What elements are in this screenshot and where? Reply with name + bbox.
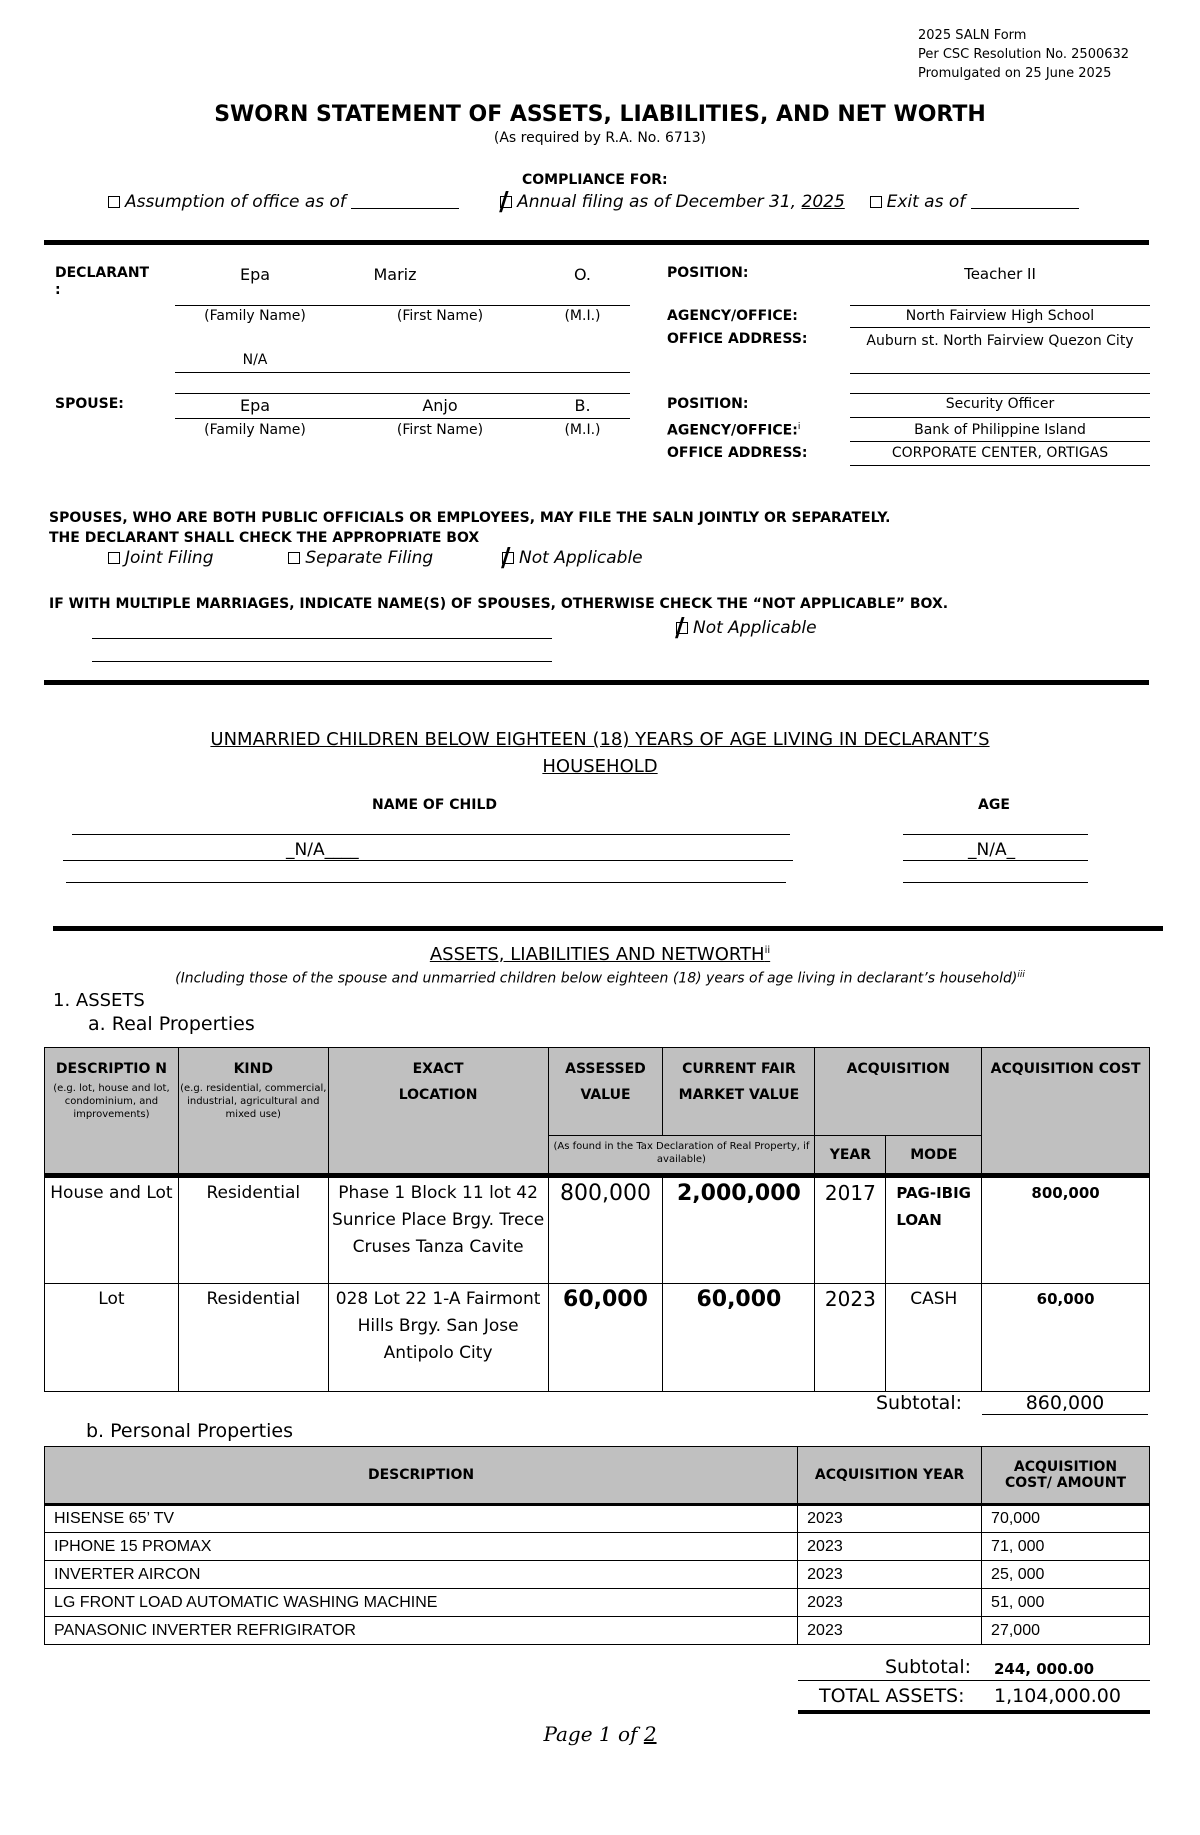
pp-row4-description[interactable]: LG FRONT LOAD AUTOMATIC WASHING MACHINE xyxy=(45,1589,798,1617)
multiple-not-applicable-label: Not Applicable xyxy=(693,618,817,638)
header-assessed-value: ASSESSED VALUE xyxy=(548,1048,663,1136)
spouse-address-label: OFFICE ADDRESS: xyxy=(667,445,808,461)
child-age-line-2 xyxy=(903,860,1088,861)
total-underline xyxy=(798,1710,1150,1714)
table-row xyxy=(45,1533,1150,1561)
divider xyxy=(44,240,1149,245)
pp-row1-year[interactable]: 2023 xyxy=(798,1505,982,1533)
page-number-prefix: Page 1 of xyxy=(543,1722,638,1746)
child-name-line-3 xyxy=(66,882,786,883)
caption-mi: (M.I.) xyxy=(564,308,601,324)
table-row xyxy=(45,1617,1150,1645)
page-number-total: 2 xyxy=(643,1722,657,1746)
multiple-marriages-text: IF WITH MULTIPLE MARRIAGES, INDICATE NAME(S) OF SPOUSES, OTHERWISE CHECK THE “NOT APPLICABLE” BOX. xyxy=(49,596,949,612)
declarant-label-text: DECLARANT xyxy=(55,265,150,281)
row1-location[interactable]: Phase 1 Block 11 lot 42 Sunrice Place Brgy. Trece Cruses Tanza Cavite xyxy=(328,1176,548,1284)
personal-properties-table xyxy=(44,1446,1150,1645)
spouse-caption-first-name: (First Name) xyxy=(396,422,484,438)
declarant-position-label: POSITION: xyxy=(667,265,749,281)
child-name-line-1 xyxy=(72,834,790,835)
pp-row4-year[interactable]: 2023 xyxy=(798,1589,982,1617)
joint-filing-instructions xyxy=(49,508,891,548)
declarant-family-name[interactable]: Epa xyxy=(239,265,271,284)
address-line-2 xyxy=(850,393,1150,394)
spouse-agency-label-text: AGENCY/OFFICE: xyxy=(667,422,798,439)
pp-row2-year[interactable]: 2023 xyxy=(798,1533,982,1561)
row1-mode[interactable]: PAG-IBIG LOAN xyxy=(886,1176,982,1284)
child-name-value[interactable]: _N/A____ xyxy=(286,840,359,860)
pp-row4-cost[interactable]: 51, 000 xyxy=(982,1589,1150,1617)
row2-kind[interactable]: Residential xyxy=(178,1284,328,1392)
real-properties-table xyxy=(44,1047,1150,1392)
real-subtotal-value: 860,000 xyxy=(982,1392,1148,1415)
declarant-name-line xyxy=(175,305,630,306)
compliance-header: COMPLIANCE FOR: xyxy=(522,172,668,188)
assets-title-footnote: ii xyxy=(764,945,771,956)
spouse-position-line xyxy=(850,417,1150,418)
assumption-label: Assumption of office as of xyxy=(125,192,346,212)
spouse-caption-mi: (M.I.) xyxy=(564,422,601,438)
declarant-position[interactable]: Teacher II xyxy=(964,265,1036,283)
multiple-marriages-option xyxy=(676,618,817,638)
row1-market[interactable]: 2,000,000 xyxy=(663,1176,815,1284)
row1-kind[interactable]: Residential xyxy=(178,1176,328,1284)
pp-row3-description[interactable]: INVERTER AIRCON xyxy=(45,1561,798,1589)
declarant-extra-line xyxy=(175,372,630,373)
declarant-address[interactable]: Auburn st. North Fairview Quezon City xyxy=(866,333,1134,349)
declarant-first-name[interactable]: Mariz xyxy=(373,265,417,284)
spouse-position[interactable]: Security Officer xyxy=(945,396,1055,412)
agency-line xyxy=(850,327,1150,328)
row2-market[interactable]: 60,000 xyxy=(663,1284,815,1392)
form-ref-line2: Per CSC Resolution No. 2500632 xyxy=(918,47,1130,62)
annual-filing-label: Annual filing as of December 31, xyxy=(517,192,797,212)
assets-note-text: (Including those of the spouse and unmarried children below eighteen (18) years of age living in declarant’s household) xyxy=(175,970,1018,987)
exit-checkbox[interactable] xyxy=(870,196,882,208)
not-applicable-label: Not Applicable xyxy=(519,548,643,568)
spouse-name-line xyxy=(175,418,630,419)
row2-location[interactable]: 028 Lot 22 1-A Fairmont Hills Brgy. San Jose Antipolo City xyxy=(328,1284,548,1392)
exit-label: Exit as of xyxy=(886,192,966,212)
form-ref-line3: Promulgated on 25 June 2025 xyxy=(918,66,1112,81)
spouse-mi[interactable]: B. xyxy=(574,396,591,415)
row1-cost[interactable]: 800,000 xyxy=(982,1176,1150,1284)
real-properties-heading: a. Real Properties xyxy=(88,1013,255,1035)
subtotal-line xyxy=(798,1680,1150,1681)
spouse-label: SPOUSE: xyxy=(55,396,124,412)
pp-row2-description[interactable]: IPHONE 15 PROMAX xyxy=(45,1533,798,1561)
personal-subtotal-label: Subtotal: xyxy=(885,1656,972,1678)
header-mode: MODE xyxy=(886,1136,982,1176)
header-acquisition: ACQUISITION xyxy=(815,1048,982,1136)
pp-row5-cost[interactable]: 27,000 xyxy=(982,1617,1150,1645)
declarant-address-label: OFFICE ADDRESS: xyxy=(667,331,808,347)
row1-assessed[interactable]: 800,000 xyxy=(548,1176,663,1284)
children-title-line1: UNMARRIED CHILDREN BELOW EIGHTEEN (18) YEARS OF AGE LIVING IN DECLARANT’S xyxy=(210,729,990,750)
spouse-family-name[interactable]: Epa xyxy=(239,396,271,415)
pp-row3-cost[interactable]: 25, 000 xyxy=(982,1561,1150,1589)
assets-heading: 1. ASSETS xyxy=(53,990,145,1011)
annual-filing-year: 2025 xyxy=(801,192,845,212)
joint-filing-label: Joint Filing xyxy=(125,548,214,568)
declarant-agency[interactable]: North Fairview High School xyxy=(905,308,1095,324)
divider xyxy=(53,926,1163,931)
spouse-agency-footnote: i xyxy=(797,422,801,432)
pp-row5-year[interactable]: 2023 xyxy=(798,1617,982,1645)
not-applicable-checkbox[interactable] xyxy=(502,552,514,564)
assets-title-text: ASSETS, LIABILITIES AND NETWORTH xyxy=(429,944,765,965)
address-line xyxy=(850,373,1150,374)
children-title-line2: HOUSEHOLD xyxy=(542,756,658,777)
joint-filing-checkbox[interactable] xyxy=(108,552,120,564)
joint-line1: SPOUSES, WHO ARE BOTH PUBLIC OFFICIALS OR EMPLOYEES, MAY FILE THE SALN JOINTLY OR SEPARATELY. xyxy=(49,510,891,526)
header-location: EXACT LOCATION xyxy=(328,1048,548,1176)
page-number xyxy=(0,1722,1200,1746)
header-pp-cost: ACQUISITION COST/ AMOUNT xyxy=(982,1447,1150,1505)
spouse-agency-label xyxy=(667,422,800,439)
header-pp-year: ACQUISITION YEAR xyxy=(798,1447,982,1505)
table-row xyxy=(45,1561,1150,1589)
total-assets-label: TOTAL ASSETS: xyxy=(819,1685,965,1707)
real-subtotal-label: Subtotal: xyxy=(876,1392,963,1414)
compliance-options xyxy=(108,192,1079,212)
form-ref-line1: 2025 SALN Form xyxy=(918,28,1027,43)
table-row xyxy=(45,1589,1150,1617)
header-pp-description: DESCRIPTION xyxy=(45,1447,798,1505)
page-subtitle: (As required by R.A. No. 6713) xyxy=(493,130,707,146)
spouse-names-line-2[interactable] xyxy=(92,661,552,662)
assets-note xyxy=(0,970,1200,987)
divider xyxy=(44,680,1149,685)
header-kind-text: KIND xyxy=(233,1061,273,1077)
spouse-caption-family-name: (Family Name) xyxy=(204,422,306,438)
table-row xyxy=(45,1176,1150,1284)
child-age-value[interactable]: _N/A_ xyxy=(968,840,1016,860)
declarant-mi[interactable]: O. xyxy=(573,265,592,284)
header-market-value: CURRENT FAIR MARKET VALUE xyxy=(663,1048,815,1136)
header-tax-note-text: (As found in the Tax Declaration of Real Property, if available) xyxy=(553,1141,810,1165)
row2-year[interactable]: 2023 xyxy=(815,1284,886,1392)
joint-filing-options xyxy=(108,548,643,568)
form-reference xyxy=(918,26,1148,83)
declarant-label-colon: : xyxy=(55,282,61,298)
row2-mode[interactable]: CASH xyxy=(886,1284,982,1392)
pp-row1-cost[interactable]: 70,000 xyxy=(982,1505,1150,1533)
declarant-extra-line-2 xyxy=(175,393,630,394)
row1-year[interactable]: 2017 xyxy=(815,1176,886,1284)
pp-row2-cost[interactable]: 71, 000 xyxy=(982,1533,1150,1561)
assumption-date-field[interactable] xyxy=(351,195,459,209)
spouse-first-name[interactable]: Anjo xyxy=(422,396,458,415)
assets-note-footnote: iii xyxy=(1017,970,1025,980)
spouse-agency[interactable]: Bank of Philippine Island xyxy=(914,422,1086,438)
child-age-line-3 xyxy=(903,882,1088,883)
header-kind-note: (e.g. residential, commercial, industrial, agricultural and mixed use) xyxy=(180,1083,327,1120)
separate-filing-checkbox[interactable] xyxy=(288,552,300,564)
caption-family-name: (Family Name) xyxy=(204,308,306,324)
row2-description[interactable]: Lot xyxy=(45,1284,179,1392)
row2-cost[interactable]: 60,000 xyxy=(982,1284,1150,1392)
page-title: SWORN STATEMENT OF ASSETS, LIABILITIES, AND NET WORTH xyxy=(214,102,986,127)
children-section-title xyxy=(0,726,1200,780)
child-age-header: AGE xyxy=(978,797,1010,813)
declarant-agency-label: AGENCY/OFFICE: xyxy=(667,308,798,324)
pp-row1-description[interactable]: HISENSE 65’ TV xyxy=(45,1505,798,1533)
child-age-line-1 xyxy=(903,834,1088,835)
pp-row5-description[interactable]: PANASONIC INVERTER REFRIGIRATOR xyxy=(45,1617,798,1645)
assets-section-title xyxy=(0,944,1200,965)
caption-first-name: (First Name) xyxy=(396,308,484,324)
assumption-checkbox[interactable] xyxy=(108,196,120,208)
header-description-note: (e.g. lot, house and lot, condominium, and improvements) xyxy=(53,1083,170,1120)
header-kind xyxy=(178,1048,328,1176)
header-tax-note xyxy=(548,1136,815,1176)
spouse-address[interactable]: CORPORATE CENTER, ORTIGAS xyxy=(891,445,1109,461)
child-name-header: NAME OF CHILD xyxy=(372,797,498,813)
personal-properties-heading: b. Personal Properties xyxy=(86,1420,293,1442)
personal-subtotal-value: 244, 000.00 xyxy=(994,1660,1095,1678)
declarant-extra: N/A xyxy=(242,352,268,368)
spouse-position-label: POSITION: xyxy=(667,396,749,412)
header-description-text: DESCRIPTIO N xyxy=(55,1061,167,1077)
position-line xyxy=(850,305,1150,306)
header-description xyxy=(45,1048,179,1176)
row2-assessed[interactable]: 60,000 xyxy=(548,1284,663,1392)
spouse-names-line-1[interactable] xyxy=(92,638,552,639)
table-row xyxy=(45,1284,1150,1392)
spouse-address-line xyxy=(850,465,1150,466)
declarant-label xyxy=(55,265,149,299)
separate-filing-label: Separate Filing xyxy=(305,548,434,568)
spouse-agency-line xyxy=(850,441,1150,442)
multiple-not-applicable-checkbox[interactable] xyxy=(676,622,688,634)
annual-filing-checkbox[interactable] xyxy=(500,196,512,208)
table-row xyxy=(45,1505,1150,1533)
header-acquisition-cost: ACQUISITION COST xyxy=(982,1048,1150,1176)
header-year: YEAR xyxy=(815,1136,886,1176)
exit-date-field[interactable] xyxy=(971,195,1079,209)
joint-line2: THE DECLARANT SHALL CHECK THE APPROPRIATE BOX xyxy=(49,530,480,546)
child-name-line-2 xyxy=(63,860,793,861)
total-assets-value: 1,104,000.00 xyxy=(994,1685,1121,1707)
row1-description[interactable]: House and Lot xyxy=(45,1176,179,1284)
pp-row3-year[interactable]: 2023 xyxy=(798,1561,982,1589)
